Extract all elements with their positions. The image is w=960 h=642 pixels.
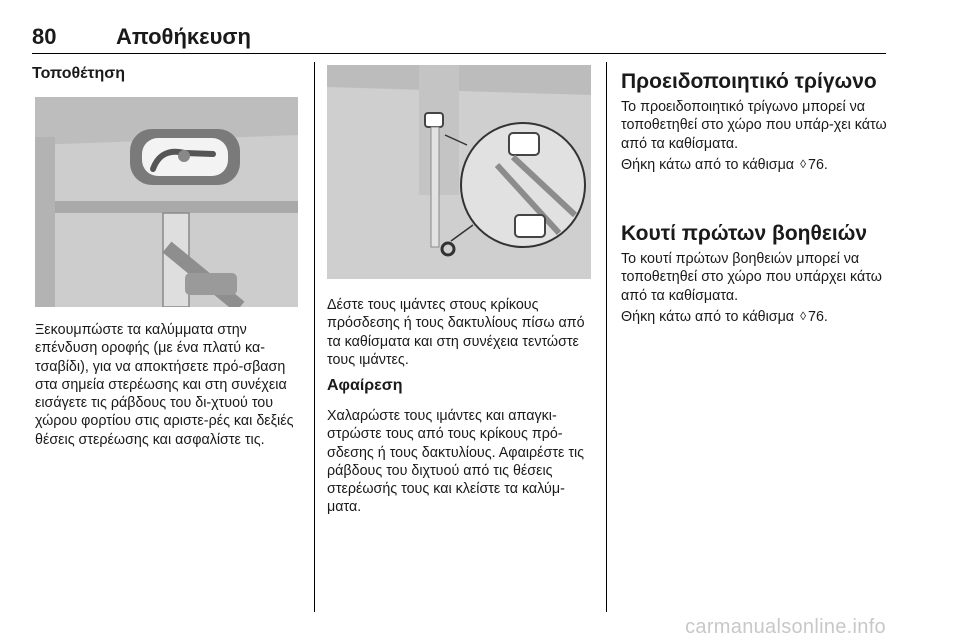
removal-paragraph: Χαλαρώστε τους ιμάντες και απαγκι-στρώστε τους από τους κρίκους πρό-σδεσης ή τους δακτυλίους. Αφαιρέστε τις ράβδους του διχτυού από τις θέσεις στερέωσής τους και κλείστε τα καλύμ-ματα.: [327, 408, 585, 516]
page-number: 80: [32, 24, 57, 49]
strap-paragraph: Δέστε τους ιμάντες στους κρίκους πρόσδεσης ή τους δακτυλίους πίσω από τα καθίσματα και στη συνέχεια τεντώστε τους ιμάντες.: [327, 297, 585, 368]
warning-triangle-reference: [621, 155, 889, 174]
warning-triangle-paragraph: Το προειδοποιητικό τρίγωνο μπορεί να τοποθετηθεί στο χώρο που υπάρ-χει κάτω από τα καθίσματα.: [621, 99, 887, 152]
strap-illustration: [327, 65, 591, 279]
strap-ring-drawing: [327, 65, 591, 279]
chapter-title: Αποθήκευση: [116, 24, 251, 49]
watermark: carmanualsonline.info: [685, 616, 886, 638]
installation-illustration: [35, 97, 298, 307]
reference-page-link[interactable]: 76.: [808, 157, 828, 173]
column-divider-1: [314, 62, 315, 612]
first-aid-kit-heading: Κουτί πρώτων βοηθειών: [621, 222, 868, 245]
reference-arrow-icon: ◊: [800, 309, 806, 323]
warning-triangle-heading: Προειδοποιητικό τρίγωνο: [621, 70, 877, 93]
section-heading-installation: Τοποθέτηση: [32, 65, 125, 82]
first-aid-kit-reference: [621, 307, 889, 326]
reference-page-link[interactable]: 76.: [808, 309, 828, 325]
header-rule: [32, 53, 886, 54]
removal-heading: Αφαίρεση: [327, 377, 403, 394]
first-aid-kit-paragraph: Το κουτί πρώτων βοηθειών μπορεί να τοποθετηθεί στο χώρο που υπάρχει κάτω από τα καθίσματα.: [621, 251, 882, 304]
cargo-net-anchor-drawing: [35, 97, 298, 307]
column-divider-2: [606, 62, 607, 612]
reference-arrow-icon: ◊: [800, 157, 806, 171]
reference-text: Θήκη κάτω από το κάθισμα: [621, 309, 795, 325]
reference-text: Θήκη κάτω από το κάθισμα: [621, 157, 795, 173]
installation-paragraph: Ξεκουμπώστε τα καλύμματα στην επένδυση οροφής (με ένα πλατύ κα-τσαβίδι), για να αποκτήσετε πρό-σβαση στα σημεία στερέωσης και στη συνέχεια εισάγετε τις ράβδους του δι-χτυού του χώρου φορτίου στις αριστε-ρές και δεξιές θέσεις στερέωσης και ασφαλίστε τις.: [35, 322, 294, 448]
